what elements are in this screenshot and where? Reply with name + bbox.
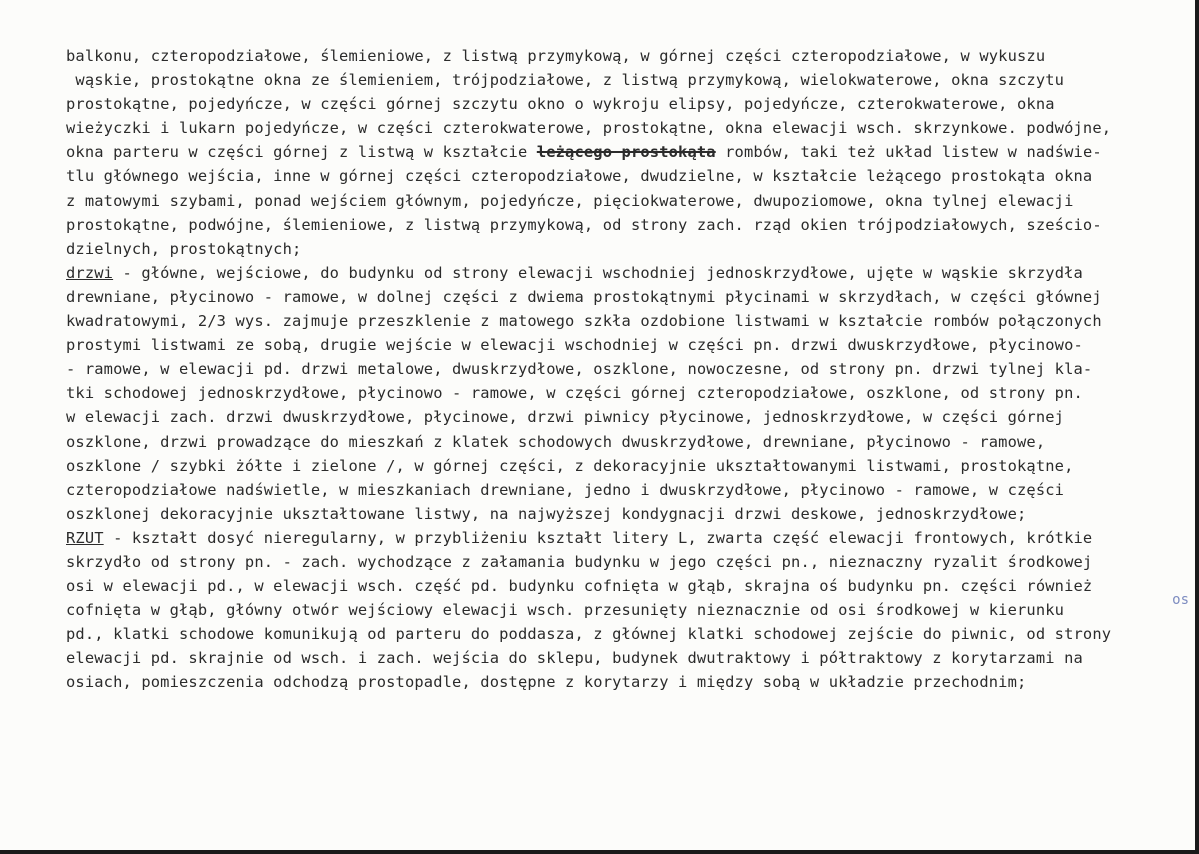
- line-text: oszklone, drzwi prowadzące do mieszkań z klatek schodowych dwuskrzydłowe, drewniane, płycinowo - ramowe,: [66, 432, 1046, 451]
- line-text: tlu głównego wejścia, inne w górnej części czteropodziałowe, dwudzielne, w kształcie leżącego prostokąta okna: [66, 167, 1093, 186]
- text-line: [66, 574, 1191, 598]
- struck-through-text: leżącego prostokąta: [536, 143, 716, 162]
- line-text: kwadratowymi, 2/3 wys. zajmuje przeszklenie z matowego szkła ozdobione listwami w kształcie rombów połączonych: [66, 312, 1102, 331]
- line-text: oszklone / szybki żółte i zielone /, w górnej części, z dekoracyjnie ukształtowanymi listwami, prostokątne,: [66, 456, 1074, 475]
- text-line: [66, 140, 1191, 164]
- line-text: elewacji pd. skrajnie od wsch. i zach. wejścia do sklepu, budynek dwutraktowy i półtraktowy z korytarzami na: [66, 649, 1083, 668]
- line-text: czteropodziałowe nadświetle, w mieszkaniach drewniane, jedno i dwuskrzydłowe, płycinowo - ramowe, w części: [66, 480, 1065, 499]
- text-line: [66, 189, 1191, 213]
- text-line: [66, 381, 1191, 405]
- line-text: tki schodowej jednoskrzydłowe, płycinowo - ramowe, w części górnej czteropodziałowe, oszklone, od strony pn.: [66, 384, 1083, 403]
- line-text: osi w elewacji pd., w elewacji wsch. część pd. budynku cofnięta w głąb, skrajna oś budynku pn. części również: [66, 577, 1093, 596]
- text-line: [66, 454, 1191, 478]
- text-line: [66, 333, 1191, 357]
- line-text: - ramowe, w elewacji pd. drzwi metalowe, dwuskrzydłowe, oszklone, nowoczesne, od strony pn. drzwi tylnej kla-: [66, 360, 1093, 379]
- cut-off-text-fragment: os: [1172, 592, 1189, 608]
- line-text: skrzydło od strony pn. - zach. wychodzące z załamania budynku w jego części pn., nieznaczny ryzalit środkowej: [66, 552, 1093, 571]
- line-text: prostokątne, podwójne, ślemieniowe, z listwą przymykową, od strony zach. rząd okien trójpodziałowych, sześcio-: [66, 215, 1102, 234]
- line-text: w elewacji zach. drzwi dwuskrzydłowe, płycinowe, drzwi piwnicy płycinowe, jednoskrzydłowe, w części górnej: [66, 408, 1065, 427]
- text-line: [66, 405, 1191, 429]
- line-text: wąskie, prostokątne okna ze ślemieniem, trójpodziałowe, z listwą przymykową, wielokwaterowe, okna szczytu: [66, 71, 1065, 90]
- text-line: [66, 357, 1191, 381]
- line-text: rombów, taki też układ listew w nadświe-: [715, 143, 1102, 162]
- text-line: [66, 213, 1191, 237]
- text-line: [66, 44, 1191, 68]
- text-line: [66, 550, 1191, 574]
- text-line: [66, 68, 1191, 92]
- text-line: [66, 116, 1191, 140]
- text-line: [66, 478, 1191, 502]
- line-text: prostymi listwami ze sobą, drugie wejście w elewacji wschodniej w części pn. drzwi dwuskrzydłowe, płycinowo-: [66, 336, 1083, 355]
- text-line: [66, 237, 1191, 261]
- line-text: cofnięta w głąb, główny otwór wejściowy elewacji wsch. przesunięty nieznacznie od osi środkowej w kierunku: [66, 601, 1065, 620]
- line-text: oszklonej dekoracyjnie ukształtowane listwy, na najwyższej kondygnacji drzwi deskowe, jednoskrzydłowe;: [66, 504, 1027, 523]
- line-text: osiach, pomieszczenia odchodzą prostopadle, dostępne z korytarzy i między sobą w układzie przechodnim;: [66, 673, 1027, 692]
- text-line: [66, 646, 1191, 670]
- section-label: RZUT: [66, 528, 104, 547]
- text-line: [66, 502, 1191, 526]
- typewritten-text: [66, 44, 1191, 695]
- text-line: [66, 670, 1191, 694]
- text-line: [66, 430, 1191, 454]
- line-text: okna parteru w części górnej z listwą w kształcie: [66, 143, 537, 162]
- text-line: [66, 261, 1191, 285]
- line-text: balkonu, czteropodziałowe, ślemieniowe, z listwą przymykową, w górnej części czteropodziałowe, w wykuszu: [66, 47, 1046, 65]
- line-text: prostokątne, pojedyńcze, w części górnej szczytu okno o wykroju elipsy, pojedyńcze, czterokwaterowe, okna: [66, 95, 1055, 114]
- text-line: [66, 598, 1191, 622]
- line-text: - główne, wejściowe, do budynku od strony elewacji wschodniej jednoskrzydłowe, ujęte w wąskie skrzydła: [113, 263, 1083, 282]
- line-text: wieżyczki i lukarn pojedyńcze, w części czterokwaterowe, prostokątne, okna elewacji wsch. skrzynkowe. podwójne,: [66, 119, 1112, 138]
- line-text: z matowymi szybami, ponad wejściem głównym, pojedyńcze, pięciokwaterowe, dwupoziomowe, okna tylnej elewacji: [66, 191, 1074, 210]
- text-line: [66, 92, 1191, 116]
- line-text: drewniane, płycinowo - ramowe, w dolnej części z dwiema prostokątnymi płycinami w skrzydłach, w części głównej: [66, 287, 1102, 306]
- line-text: - kształt dosyć nieregularny, w przybliżeniu kształt litery L, zwarta część elewacji frontowych, krótkie: [103, 528, 1093, 547]
- line-text: dzielnych, prostokątnych;: [66, 239, 302, 258]
- text-line: [66, 526, 1191, 550]
- text-line: [66, 285, 1191, 309]
- line-text: pd., klatki schodowe komunikują od parteru do poddasza, z głównej klatki schodowej zejście do piwnic, od strony: [66, 625, 1112, 644]
- text-line: [66, 622, 1191, 646]
- text-line: [66, 309, 1191, 333]
- section-label: drzwi: [66, 263, 114, 282]
- text-line: [66, 164, 1191, 188]
